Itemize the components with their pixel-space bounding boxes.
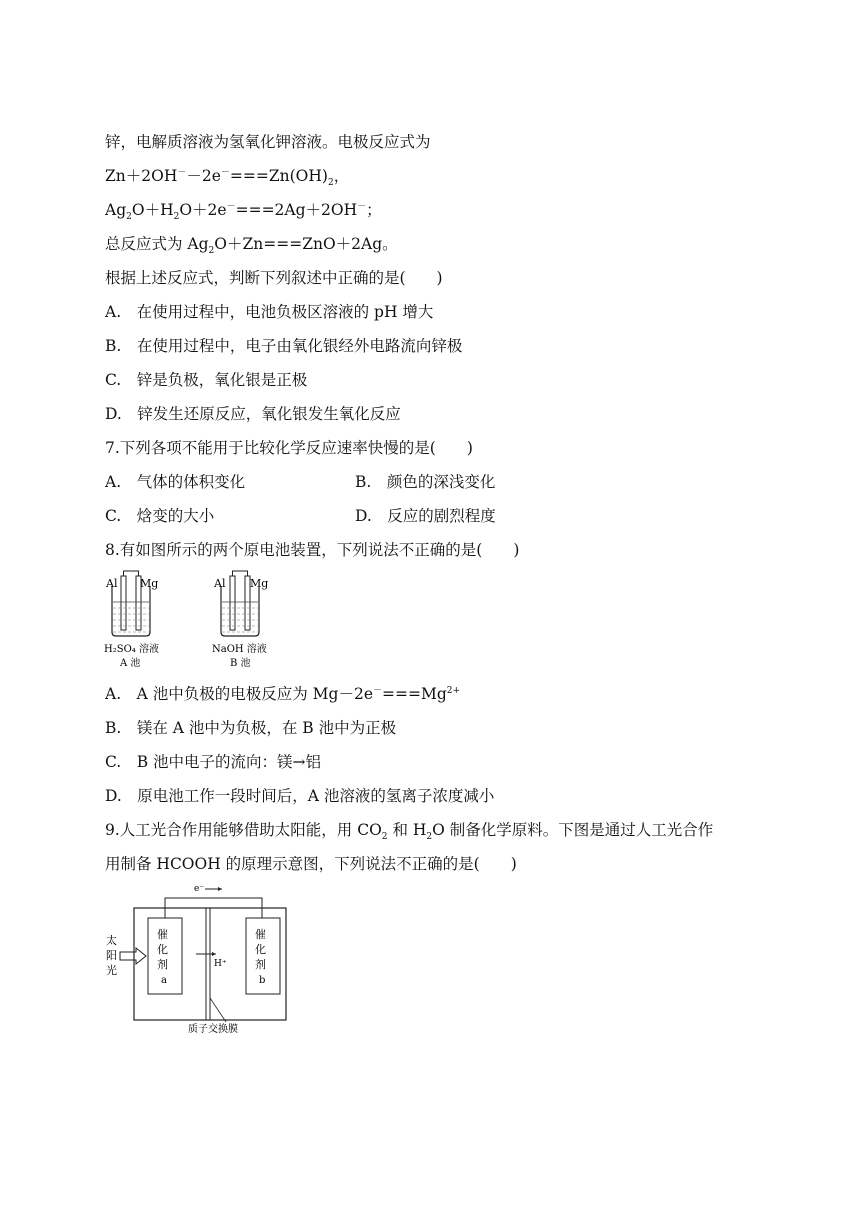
svg-text:H₂SO₄ 溶液: H₂SO₄ 溶液 [104, 644, 159, 655]
q9-stem-line2: 用制备 HCOOH 的原理示意图，下列说法不正确的是( ) [105, 855, 517, 873]
q7-option-a: A. 气体的体积变化 [105, 473, 246, 491]
svg-text:质子交换膜: 质子交换膜 [188, 1024, 238, 1035]
svg-text:e⁻: e⁻ [194, 884, 205, 894]
svg-text:Mg: Mg [140, 577, 159, 590]
q8-option-a: A. A 池中负极的电极反应为 $Mg-2e^-===Mg^{2+}$ [105, 685, 461, 703]
svg-text:催: 催 [255, 928, 266, 941]
q9-stem-line1: 9.人工光合作用能够借助太阳能，用 $CO_2$ 和 $H_2O$ 制备化学原料。下图是通过人工光合作 [105, 821, 714, 843]
svg-text:Mg: Mg [250, 577, 269, 590]
q9-artificial-photosynthesis-figure [104, 880, 294, 1036]
equation-anode: $Zn+2OH^--2e^-===Zn(OH)_2$， [105, 167, 350, 189]
equation-total: 总反应式为 $Ag_2O+Zn===ZnO+2Ag$。 [105, 235, 398, 257]
q7-option-c: C. 焓变的大小 [105, 507, 215, 525]
svg-text:剂: 剂 [255, 958, 266, 971]
equation-cathode: $Ag_2O+H_2O+2e^-===2Ag+2OH^-$； [105, 201, 382, 223]
q7-option-d: D. 反应的剧烈程度 [355, 507, 496, 525]
q8-option-b: B. 镁在 A 池中为负极，在 B 池中为正极 [105, 719, 397, 737]
svg-text:阳: 阳 [106, 949, 117, 962]
q8-option-d: D. 原电池工作一段时间后，A 池溶液的氢离子浓度减小 [105, 787, 495, 805]
q6-option-c: C. 锌是负极，氧化银是正极 [105, 371, 308, 389]
cell-b [212, 571, 268, 669]
svg-text:剂: 剂 [157, 958, 168, 971]
q7-option-b: B. 颜色的深浅变化 [355, 473, 496, 491]
q8-galvanic-cells-figure [100, 568, 290, 674]
intro-line: 锌，电解质溶液为氢氧化钾溶液。电极反应式为 [105, 133, 431, 151]
svg-text:Al: Al [106, 577, 118, 590]
svg-text:催: 催 [157, 928, 168, 941]
svg-text:化: 化 [255, 943, 266, 956]
svg-text:Al: Al [214, 577, 226, 590]
svg-text:太: 太 [106, 934, 117, 947]
svg-text:NaOH 溶液: NaOH 溶液 [212, 644, 267, 655]
svg-text:化: 化 [157, 943, 168, 956]
q6-stem: 根据上述反应式，判断下列叙述中正确的是( ) [105, 269, 443, 287]
svg-text:H⁺: H⁺ [214, 959, 227, 969]
svg-text:B 池: B 池 [230, 658, 251, 669]
q8-option-c: C. B 池中电子的流向：镁→铝 [105, 753, 322, 771]
cell-a [104, 571, 159, 669]
svg-text:光: 光 [106, 964, 117, 977]
q8-stem: 8.有如图所示的两个原电池装置，下列说法不正确的是( ) [105, 541, 520, 559]
q6-option-b: B. 在使用过程中，电子由氧化银经外电路流向锌极 [105, 337, 463, 355]
svg-text:A 池: A 池 [120, 658, 141, 669]
q6-option-d: D. 锌发生还原反应，氧化银发生氧化反应 [105, 405, 401, 423]
q6-option-a: A. 在使用过程中，电池负极区溶液的 pH 增大 [105, 303, 434, 321]
svg-text:a: a [161, 975, 167, 986]
svg-text:b: b [259, 975, 266, 986]
q7-stem: 7.下列各项不能用于比较化学反应速率快慢的是( ) [105, 439, 473, 457]
